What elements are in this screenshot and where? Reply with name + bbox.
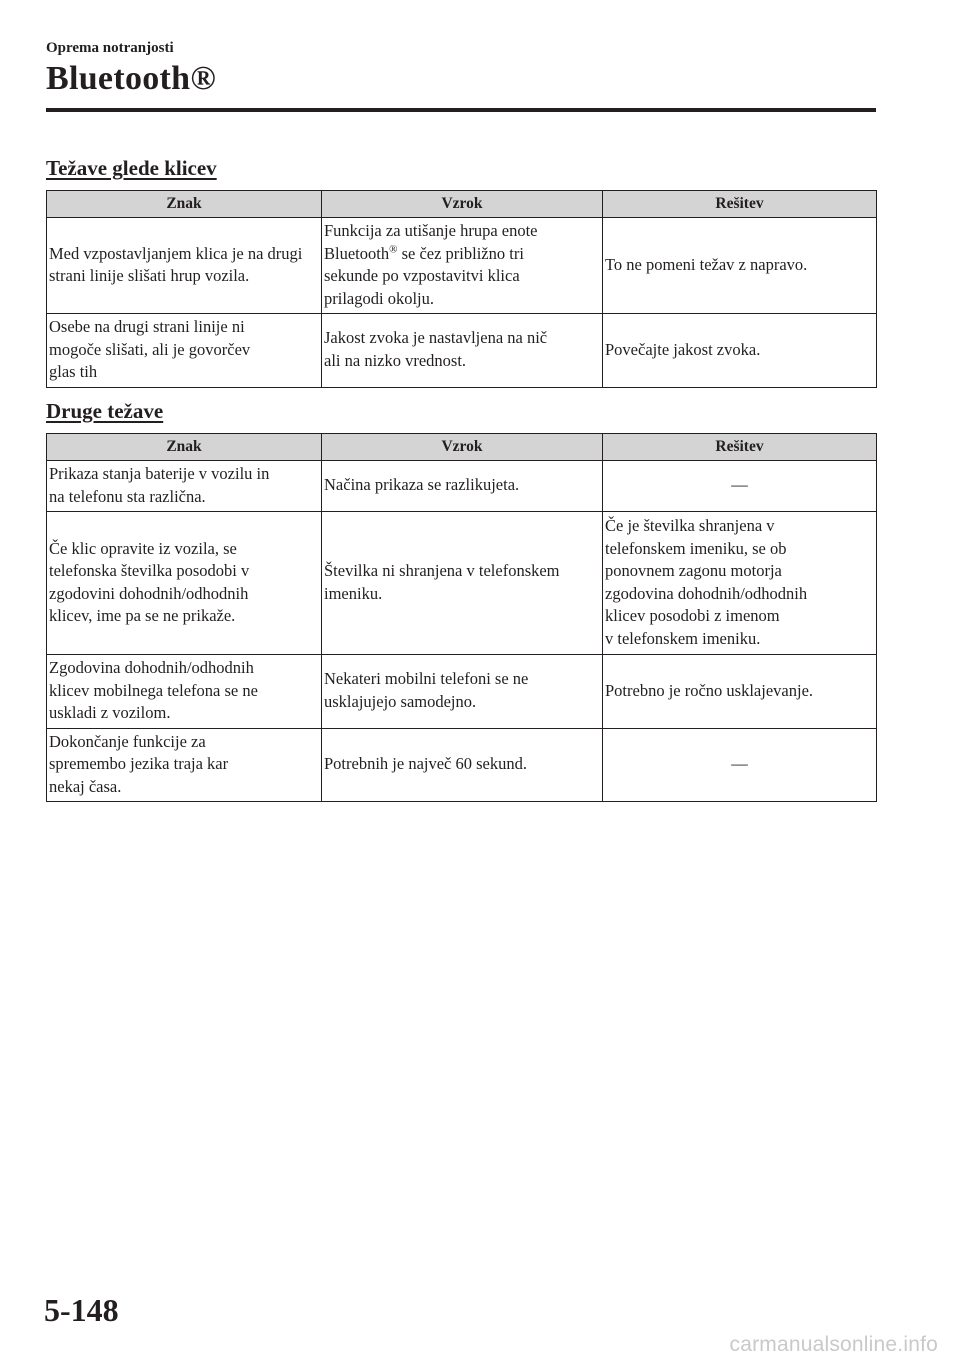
cell-line: Če je številka shranjena v [605, 516, 775, 535]
cell-line: Osebe na drugi strani linije ni [49, 317, 245, 336]
call-issues-table [46, 190, 877, 388]
cell-line: zgodovina dohodnih/odhodnih [605, 583, 808, 603]
table-row [47, 512, 877, 655]
cell-text: — [731, 475, 748, 495]
table-header-row [47, 191, 877, 218]
cell-line: Funkcija za utišanje hrupa enote [324, 221, 538, 240]
cell-text: Med vzpostavljanjem klica je na drugi strani linije slišati hrup vozila. [49, 243, 303, 285]
cell-znak [47, 314, 322, 388]
cell-text: Načina prikaza se razlikujeta. [324, 475, 520, 495]
page-number: 5-148 [44, 1292, 119, 1328]
cell-line: na telefonu sta različna. [49, 486, 206, 506]
cell-line: klicev, ime pa se ne prikaže. [49, 606, 236, 625]
cell-line: Številka ni shranjena v telefonskem [324, 561, 560, 580]
cell-line: telefonskem imeniku, se ob [605, 538, 787, 558]
cell-resitev [603, 218, 877, 314]
cell-znak [47, 512, 322, 655]
cell-vzrok [322, 512, 603, 655]
cell-vzrok [322, 655, 603, 729]
cell-line: ali na nizko vrednost. [324, 350, 467, 370]
cell-line: zgodovini dohodnih/odhodnih [49, 583, 249, 603]
table-row [47, 461, 877, 512]
cell-line: ponovnem zagonu motorja [605, 561, 782, 580]
watermark: carmanualsonline.info [729, 1333, 938, 1356]
cell-resitev [603, 728, 877, 802]
cell-line: klicev posodobi z imenom [605, 606, 780, 625]
cell-text: Potrebnih je največ 60 sekund. [324, 754, 527, 773]
cell-vzrok [322, 218, 603, 314]
table-row [47, 218, 877, 314]
cell-line: Zgodovina dohodnih/odhodnih [49, 658, 254, 677]
cell-line: sekunde po vzpostavitvi klica [324, 266, 520, 285]
table-row [47, 728, 877, 802]
cell-line: Dokončanje funkcije za [49, 731, 206, 751]
cell-text: Povečajte jakost zvoka. [605, 339, 761, 359]
table-row [47, 655, 877, 729]
cell-line: v telefonskem imeniku. [605, 628, 761, 648]
cell-text: To ne pomeni težav z napravo. [605, 254, 808, 274]
cell-text: Potrebno je ročno usklajevanje. [605, 680, 814, 700]
cell-vzrok [322, 461, 603, 512]
cell-line: spremembo jezika traja kar [49, 754, 229, 773]
cell-znak [47, 655, 322, 729]
cell-line: Prikaza stanja baterije v vozilu in [49, 464, 270, 483]
column-header-znak: Znak [47, 434, 322, 461]
cell-resitev [603, 655, 877, 729]
cell-line: nekaj časa. [49, 776, 122, 796]
cell-line: imeniku. [324, 583, 383, 603]
cell-line: klicev mobilnega telefona se ne [49, 680, 258, 700]
cell-znak [47, 218, 322, 314]
section-heading-call-issues: Težave glede klicev [46, 156, 217, 180]
cell-resitev [603, 512, 877, 655]
column-header-resitev: Rešitev [603, 434, 877, 461]
section-label: Oprema notranjosti [46, 40, 174, 56]
other-issues-table [46, 433, 877, 802]
cell-resitev [603, 461, 877, 512]
page-title: Bluetooth® [46, 60, 217, 97]
column-header-resitev: Rešitev [603, 191, 877, 218]
table-row [47, 314, 877, 388]
cell-line: glas tih [49, 362, 98, 381]
cell-line: Jakost zvoka je nastavljena na nič [324, 328, 548, 348]
cell-line: Nekateri mobilni telefoni se ne [324, 669, 529, 689]
cell-resitev [603, 314, 877, 388]
cell-znak [47, 461, 322, 512]
cell-znak [47, 728, 322, 802]
cell-text: — [731, 754, 748, 773]
cell-line: uskladi z vozilom. [49, 703, 171, 722]
cell-line: telefonska številka posodobi v [49, 561, 250, 580]
title-divider [46, 108, 876, 112]
cell-line: prilagodi okolju. [324, 288, 434, 308]
cell-line: Bluetooth [324, 243, 390, 263]
cell-line: se čez približno tri [397, 243, 524, 263]
cell-vzrok [322, 314, 603, 388]
cell-vzrok [322, 728, 603, 802]
section-heading-other-issues: Druge težave [46, 399, 164, 423]
column-header-znak: Znak [47, 191, 322, 218]
column-header-vzrok: Vzrok [322, 434, 603, 461]
cell-line: Če klic opravite iz vozila, se [49, 538, 237, 558]
cell-line: usklajujejo samodejno. [324, 691, 477, 711]
registered-mark: ® [389, 243, 398, 255]
table-header-row [47, 434, 877, 461]
column-header-vzrok: Vzrok [322, 191, 603, 218]
cell-line: mogoče slišati, ali je govorčev [49, 339, 251, 359]
